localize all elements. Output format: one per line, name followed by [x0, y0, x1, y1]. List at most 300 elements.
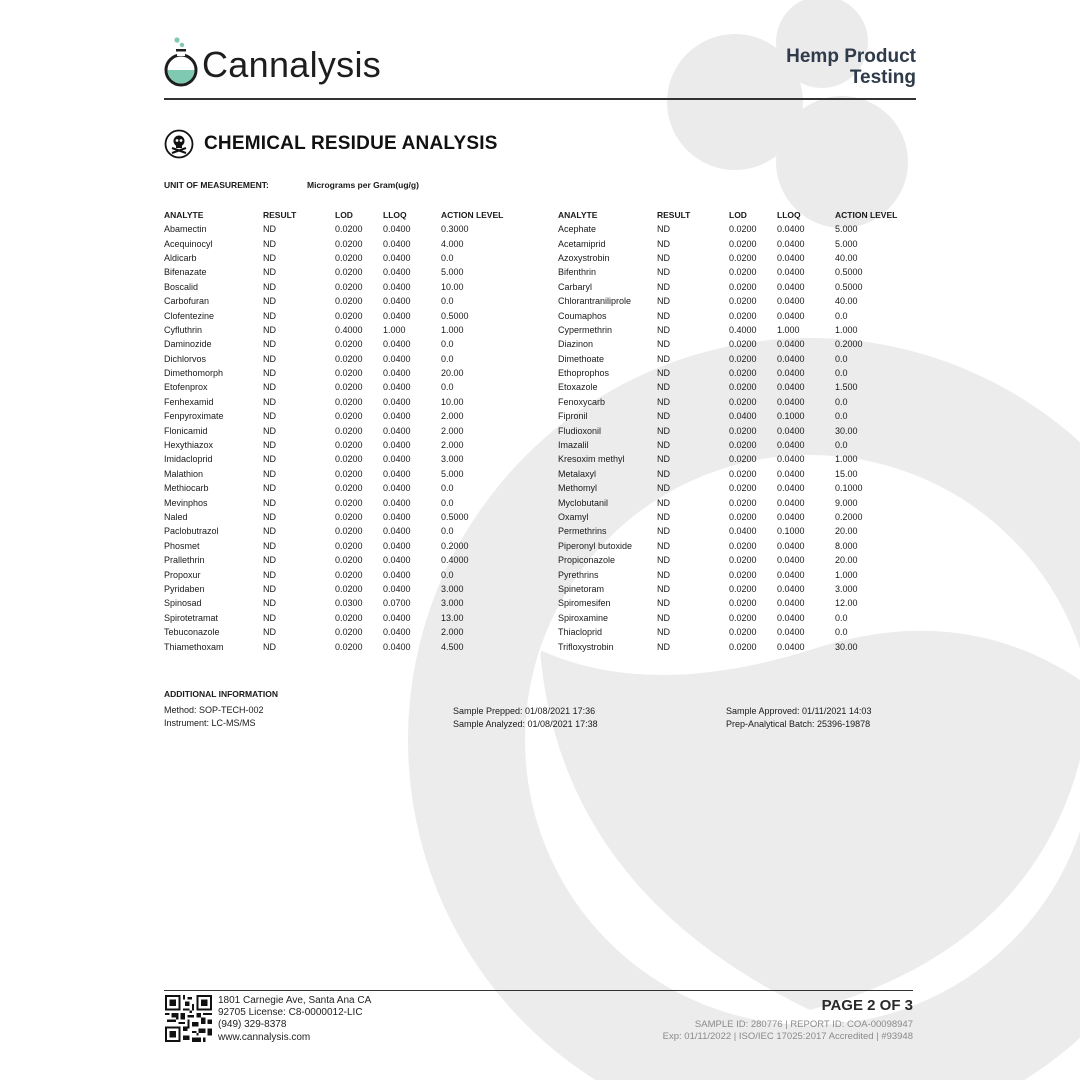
analyte-cell: Chlorantraniliprole — [558, 296, 632, 307]
analyte-cell: Mevinphos — [164, 497, 208, 508]
lod-cell: 0.0300 — [335, 598, 363, 609]
lloq-cell: 0.0400 — [383, 497, 411, 508]
action-level-cell: 0.5000 — [835, 267, 863, 278]
approval-info — [726, 705, 871, 730]
lloq-cell: 0.0400 — [777, 598, 805, 609]
table-row — [164, 265, 551, 279]
lloq-cell: 0.0400 — [777, 396, 805, 407]
lloq-cell: 0.0400 — [383, 224, 411, 235]
lod-cell: 0.0200 — [729, 540, 757, 551]
analyte-cell: Dimethoate — [558, 353, 605, 364]
lloq-cell: 0.0400 — [383, 583, 411, 594]
action-level-cell: 0.0 — [441, 382, 454, 393]
lloq-cell: 0.0400 — [777, 555, 805, 566]
lloq-cell: 0.0400 — [777, 296, 805, 307]
lod-cell: 0.0200 — [729, 425, 757, 436]
analyte-cell: Cyfluthrin — [164, 324, 203, 335]
action-level-cell: 0.0 — [835, 353, 848, 364]
analyte-cell: Pyrethrins — [558, 569, 599, 580]
action-level-cell: 3.000 — [441, 598, 464, 609]
lloq-cell: 0.0400 — [383, 252, 411, 263]
result-cell: ND — [657, 598, 670, 609]
action-level-cell: 9.000 — [835, 497, 858, 508]
section-title: CHEMICAL RESIDUE ANALYSIS — [204, 133, 498, 154]
action-level-cell: 13.00 — [441, 612, 464, 623]
table-row — [164, 553, 551, 567]
lod-cell: 0.0200 — [729, 555, 757, 566]
table-row — [558, 423, 945, 437]
lloq-cell: 0.0400 — [383, 440, 411, 451]
analyte-cell: Phosmet — [164, 540, 200, 551]
table-row — [558, 294, 945, 308]
lod-cell: 0.0200 — [729, 310, 757, 321]
table-row — [558, 596, 945, 610]
result-cell: ND — [657, 324, 670, 335]
lod-cell: 0.0200 — [335, 368, 363, 379]
result-cell: ND — [657, 411, 670, 422]
lloq-cell: 0.0400 — [777, 310, 805, 321]
result-cell: ND — [263, 425, 276, 436]
lod-cell: 0.0200 — [729, 267, 757, 278]
lloq-cell: 0.0400 — [777, 512, 805, 522]
lloq-cell: 0.0400 — [383, 569, 411, 580]
analyte-cell: Aldicarb — [164, 252, 197, 263]
action-level-cell: 20.00 — [835, 526, 858, 537]
lod-cell: 0.0400 — [729, 526, 757, 537]
analyte-cell: Oxamyl — [558, 512, 589, 522]
lloq-cell: 0.0400 — [777, 368, 805, 379]
lloq-cell: 0.0400 — [383, 310, 411, 321]
lloq-cell: 0.0400 — [383, 353, 411, 364]
action-level-cell: 0.0 — [441, 252, 454, 263]
analyte-cell: Daminozide — [164, 339, 212, 350]
analyte-cell: Methomyl — [558, 483, 598, 494]
result-cell: ND — [263, 454, 276, 465]
action-level-cell: 0.0 — [441, 296, 454, 307]
lod-cell: 0.0200 — [335, 627, 363, 638]
qr-code-icon[interactable] — [165, 995, 212, 1042]
table-row — [164, 222, 551, 236]
lod-cell: 0.0200 — [335, 339, 363, 350]
analyte-cell: Malathion — [164, 468, 204, 479]
action-level-cell: 2.000 — [441, 440, 464, 451]
result-cell: ND — [263, 368, 276, 379]
result-cell: ND — [657, 583, 670, 594]
result-cell: ND — [263, 339, 276, 350]
result-cell: ND — [657, 454, 670, 465]
lloq-cell: 0.0400 — [383, 627, 411, 638]
table-row — [164, 323, 551, 337]
result-cell: ND — [657, 368, 670, 379]
address-line2: 92705 License: C8-0000012-LIC — [218, 1007, 363, 1019]
result-cell: ND — [263, 483, 276, 494]
lloq-cell: 0.0400 — [383, 641, 411, 652]
lod-cell: 0.0200 — [729, 627, 757, 638]
prepped-text: Sample Prepped: 01/08/2021 17:36 — [453, 706, 596, 716]
lod-cell: 0.0200 — [729, 612, 757, 623]
action-level-cell: 15.00 — [835, 468, 858, 479]
lloq-cell: 1.000 — [383, 324, 406, 335]
method-text: Method: SOP-TECH-002 — [164, 705, 264, 715]
lloq-cell: 0.0400 — [777, 583, 805, 594]
action-level-cell: 0.5000 — [835, 281, 863, 292]
lloq-cell: 0.0400 — [383, 540, 411, 551]
analyte-cell: Diazinon — [558, 339, 594, 350]
lloq-cell: 0.0400 — [777, 267, 805, 278]
lod-cell: 0.0200 — [335, 483, 363, 494]
lod-cell: 0.0200 — [729, 252, 757, 263]
brand-name: Cannalysis — [202, 44, 382, 85]
table-row — [164, 596, 551, 610]
lod-cell: 0.0200 — [729, 339, 757, 350]
table-row — [558, 280, 945, 294]
result-cell: ND — [263, 224, 276, 235]
analyte-cell: Bifenazate — [164, 267, 207, 278]
method-info — [164, 704, 264, 729]
action-level-cell: 40.00 — [835, 252, 858, 263]
table-row — [558, 323, 945, 337]
analyte-cell: Fenhexamid — [164, 396, 214, 407]
lloq-cell: 0.0400 — [777, 468, 805, 479]
table-row — [558, 366, 945, 380]
lod-cell: 0.0200 — [729, 512, 757, 522]
action-level-cell: 0.0 — [835, 411, 848, 422]
action-level-cell: 0.0 — [441, 353, 454, 364]
analyte-cell: Fipronil — [558, 411, 588, 422]
lloq-cell: 0.0400 — [777, 497, 805, 508]
table-row — [558, 625, 945, 639]
analyte-cell: Spiroxamine — [558, 612, 609, 623]
table-row — [558, 495, 945, 509]
analyte-cell: Cypermethrin — [558, 324, 613, 335]
table-row — [164, 395, 551, 409]
analyzed-text: Sample Analyzed: 01/08/2021 17:38 — [453, 718, 598, 729]
residue-table-left — [164, 208, 551, 654]
action-level-cell: 0.1000 — [835, 483, 863, 494]
lod-cell: 0.0200 — [729, 583, 757, 594]
analyte-cell: Bifenthrin — [558, 267, 597, 278]
analyte-cell: Dimethomorph — [164, 368, 224, 379]
analyte-cell: Myclobutanil — [558, 497, 609, 508]
additional-info-title: ADDITIONAL INFORMATION — [164, 689, 278, 699]
lod-cell: 0.0200 — [335, 310, 363, 321]
lod-cell: 0.0200 — [335, 267, 363, 278]
analyte-cell: Etofenprox — [164, 382, 208, 393]
table-row — [558, 438, 945, 452]
accreditation-text: Exp: 01/11/2022 | ISO/IEC 17025:2017 Accredited | #93948 — [662, 1031, 913, 1042]
analyte-cell: Imazalil — [558, 440, 589, 451]
action-level-cell: 2.000 — [441, 411, 464, 422]
residue-table-right-body — [558, 222, 945, 654]
col-lod: LOD — [335, 210, 353, 220]
table-row — [164, 366, 551, 380]
table-row — [164, 308, 551, 322]
lloq-cell: 0.0400 — [777, 252, 805, 263]
lloq-cell: 0.0400 — [383, 454, 411, 465]
analyte-cell: Spiromesifen — [558, 598, 611, 609]
lloq-cell: 0.0400 — [383, 382, 411, 393]
lod-cell: 0.0200 — [335, 382, 363, 393]
lod-cell: 0.0200 — [335, 296, 363, 307]
lod-cell: 0.0200 — [729, 497, 757, 508]
result-cell: ND — [263, 497, 276, 508]
result-cell: ND — [657, 555, 670, 566]
analyte-cell: Abamectin — [164, 224, 207, 235]
col-analyte: ANALYTE — [558, 210, 598, 220]
action-level-cell: 30.00 — [835, 425, 858, 436]
analyte-cell: Spirotetramat — [164, 612, 219, 623]
result-cell: ND — [657, 267, 670, 278]
table-row — [558, 611, 945, 625]
action-level-cell: 3.000 — [441, 454, 464, 465]
lloq-cell: 0.0400 — [383, 339, 411, 350]
lod-cell: 0.0200 — [335, 224, 363, 235]
action-level-cell: 0.2000 — [835, 512, 863, 522]
action-level-cell: 0.0 — [441, 497, 454, 508]
lloq-cell: 0.0400 — [383, 612, 411, 623]
result-cell: ND — [657, 526, 670, 537]
approved-text: Sample Approved: 01/11/2021 14:03 — [726, 706, 872, 716]
action-level-cell: 0.0 — [835, 627, 848, 638]
action-level-cell: 0.0 — [835, 396, 848, 407]
table-row — [164, 452, 551, 466]
lod-cell: 0.0200 — [335, 440, 363, 451]
lod-cell: 0.0200 — [729, 281, 757, 292]
analyte-cell: Kresoxim methyl — [558, 454, 625, 465]
lod-cell: 0.0200 — [335, 641, 363, 652]
analyte-cell: Flonicamid — [164, 425, 208, 436]
lod-cell: 0.0200 — [335, 583, 363, 594]
report-type-heading — [786, 46, 916, 88]
table-row — [164, 524, 551, 538]
lloq-cell: 0.0400 — [777, 440, 805, 451]
table-row — [558, 582, 945, 596]
action-level-cell: 5.000 — [835, 238, 858, 249]
result-cell: ND — [657, 238, 670, 249]
page-number: PAGE 2 OF 3 — [821, 997, 913, 1014]
lod-cell: 0.0200 — [335, 454, 363, 465]
lloq-cell: 0.0400 — [383, 468, 411, 479]
table-row — [558, 452, 945, 466]
result-cell: ND — [657, 252, 670, 263]
action-level-cell: 5.000 — [441, 267, 464, 278]
report-type-line2: Testing — [849, 67, 916, 88]
analyte-cell: Propoxur — [164, 569, 201, 580]
lloq-cell: 0.0400 — [383, 267, 411, 278]
col-action-level: ACTION LEVEL — [441, 210, 504, 220]
action-level-cell: 0.0 — [835, 612, 848, 623]
result-cell: ND — [263, 252, 276, 263]
result-cell: ND — [657, 382, 670, 393]
lloq-cell: 0.0400 — [777, 483, 805, 494]
table-row — [164, 236, 551, 250]
action-level-cell: 1.000 — [835, 324, 858, 335]
lloq-cell: 0.0400 — [383, 396, 411, 407]
website-link[interactable]: www.cannalysis.com — [218, 1031, 311, 1043]
col-lloq: LLOQ — [383, 210, 407, 220]
analyte-cell: Azoxystrobin — [558, 252, 610, 263]
lod-cell: 0.0200 — [729, 238, 757, 249]
lloq-cell: 1.000 — [777, 324, 800, 335]
lloq-cell: 0.0400 — [383, 512, 411, 522]
action-level-cell: 5.000 — [835, 224, 858, 235]
action-level-cell: 30.00 — [835, 641, 858, 652]
table-row — [558, 409, 945, 423]
lloq-cell: 0.0400 — [777, 540, 805, 551]
lod-cell: 0.0200 — [729, 368, 757, 379]
lod-cell: 0.0200 — [729, 224, 757, 235]
table-row — [164, 639, 551, 653]
action-level-cell: 10.00 — [441, 281, 464, 292]
lloq-cell: 0.0400 — [777, 238, 805, 249]
lloq-cell: 0.0400 — [383, 483, 411, 494]
lloq-cell: 0.0400 — [383, 526, 411, 537]
lod-cell: 0.0200 — [335, 555, 363, 566]
table-row — [558, 510, 945, 524]
result-cell: ND — [263, 569, 276, 580]
action-level-cell: 0.5000 — [441, 512, 469, 522]
lloq-cell: 0.0400 — [383, 425, 411, 436]
lod-cell: 0.0200 — [729, 641, 757, 652]
action-level-cell: 0.0 — [441, 339, 454, 350]
action-level-cell: 1.000 — [835, 454, 858, 465]
action-level-cell: 1.000 — [835, 569, 858, 580]
analyte-cell: Clofentezine — [164, 310, 215, 321]
lod-cell: 0.0400 — [729, 411, 757, 422]
analyte-cell: Carbofuran — [164, 296, 210, 307]
lod-cell: 0.0200 — [729, 468, 757, 479]
analyte-cell: Methiocarb — [164, 483, 209, 494]
analyte-cell: Acetamiprid — [558, 238, 606, 249]
lloq-cell: 0.1000 — [777, 411, 805, 422]
table-row — [164, 481, 551, 495]
action-level-cell: 0.0 — [835, 368, 848, 379]
result-cell: ND — [263, 267, 276, 278]
lloq-cell: 0.0400 — [777, 382, 805, 393]
analyte-cell: Piperonyl butoxide — [558, 540, 633, 551]
result-cell: ND — [263, 324, 276, 335]
action-level-cell: 8.000 — [835, 540, 858, 551]
table-row — [164, 582, 551, 596]
analyte-cell: Prallethrin — [164, 555, 205, 566]
lloq-cell: 0.0400 — [777, 612, 805, 623]
lloq-cell: 0.0400 — [777, 454, 805, 465]
analyte-cell: Carbaryl — [558, 281, 593, 292]
phone-number: (949) 329-8378 — [218, 1019, 287, 1031]
table-row — [558, 352, 945, 366]
result-cell: ND — [657, 281, 670, 292]
table-row — [558, 539, 945, 553]
analyte-cell: Spinosad — [164, 598, 202, 609]
residue-table-right — [558, 208, 945, 654]
footer-divider — [164, 990, 913, 991]
table-row — [558, 524, 945, 538]
result-cell: ND — [657, 468, 670, 479]
analyte-cell: Spinetoram — [558, 583, 605, 594]
action-level-cell: 0.0 — [441, 569, 454, 580]
lod-cell: 0.0200 — [729, 569, 757, 580]
result-cell: ND — [657, 497, 670, 508]
table-row — [164, 495, 551, 509]
action-level-cell: 0.0 — [441, 483, 454, 494]
residue-table-left-body — [164, 222, 551, 654]
table-row — [164, 567, 551, 581]
analyte-cell: Propiconazole — [558, 555, 616, 566]
action-level-cell: 3.000 — [441, 583, 464, 594]
result-cell: ND — [657, 440, 670, 451]
flask-logo-icon — [164, 36, 200, 90]
result-cell: ND — [263, 641, 276, 652]
result-cell: ND — [263, 382, 276, 393]
action-level-cell: 20.00 — [441, 368, 464, 379]
result-cell: ND — [657, 339, 670, 350]
analyte-cell: Naled — [164, 512, 188, 522]
action-level-cell: 5.000 — [441, 468, 464, 479]
table-header-row — [164, 208, 551, 222]
result-cell: ND — [657, 627, 670, 638]
lloq-cell: 0.0400 — [777, 339, 805, 350]
lod-cell: 0.0200 — [335, 468, 363, 479]
result-cell: ND — [657, 425, 670, 436]
result-cell: ND — [263, 583, 276, 594]
table-row — [164, 625, 551, 639]
action-level-cell: 4.000 — [441, 238, 464, 249]
table-row — [558, 308, 945, 322]
analyte-cell: Boscalid — [164, 281, 199, 292]
table-row — [164, 251, 551, 265]
table-row — [164, 438, 551, 452]
lloq-cell: 0.0400 — [777, 281, 805, 292]
result-cell: ND — [263, 296, 276, 307]
table-row — [164, 294, 551, 308]
table-row — [164, 337, 551, 351]
table-row — [558, 337, 945, 351]
lod-cell: 0.0200 — [335, 252, 363, 263]
table-row — [558, 553, 945, 567]
analyte-cell: Imidacloprid — [164, 454, 213, 465]
skull-crossbones-icon — [164, 129, 194, 159]
analyte-cell: Pyridaben — [164, 583, 205, 594]
table-row — [164, 539, 551, 553]
action-level-cell: 0.5000 — [441, 310, 469, 321]
lloq-cell: 0.0400 — [777, 641, 805, 652]
result-cell: ND — [263, 555, 276, 566]
action-level-cell: 0.3000 — [441, 224, 469, 235]
sample-report-ids: SAMPLE ID: 280776 | REPORT ID: COA-00098947 — [694, 1019, 913, 1030]
result-cell: ND — [263, 353, 276, 364]
result-cell: ND — [657, 353, 670, 364]
lod-cell: 0.0200 — [729, 598, 757, 609]
lod-cell: 0.0200 — [729, 454, 757, 465]
table-row — [558, 222, 945, 236]
analyte-cell: Thiamethoxam — [164, 641, 224, 652]
result-cell: ND — [657, 641, 670, 652]
action-level-cell: 0.0 — [441, 526, 454, 537]
action-level-cell: 10.00 — [441, 396, 464, 407]
result-cell: ND — [263, 526, 276, 537]
table-row — [164, 510, 551, 524]
col-action-level: ACTION LEVEL — [835, 210, 898, 220]
col-lloq: LLOQ — [777, 210, 801, 220]
analyte-cell: Acequinocyl — [164, 238, 213, 249]
action-level-cell: 40.00 — [835, 296, 858, 307]
col-lod: LOD — [729, 210, 747, 220]
lod-cell: 0.0200 — [335, 497, 363, 508]
table-row — [558, 567, 945, 581]
analyte-cell: Paclobutrazol — [164, 526, 219, 537]
analyte-cell: Dichlorvos — [164, 353, 207, 364]
lod-cell: 0.0200 — [335, 540, 363, 551]
